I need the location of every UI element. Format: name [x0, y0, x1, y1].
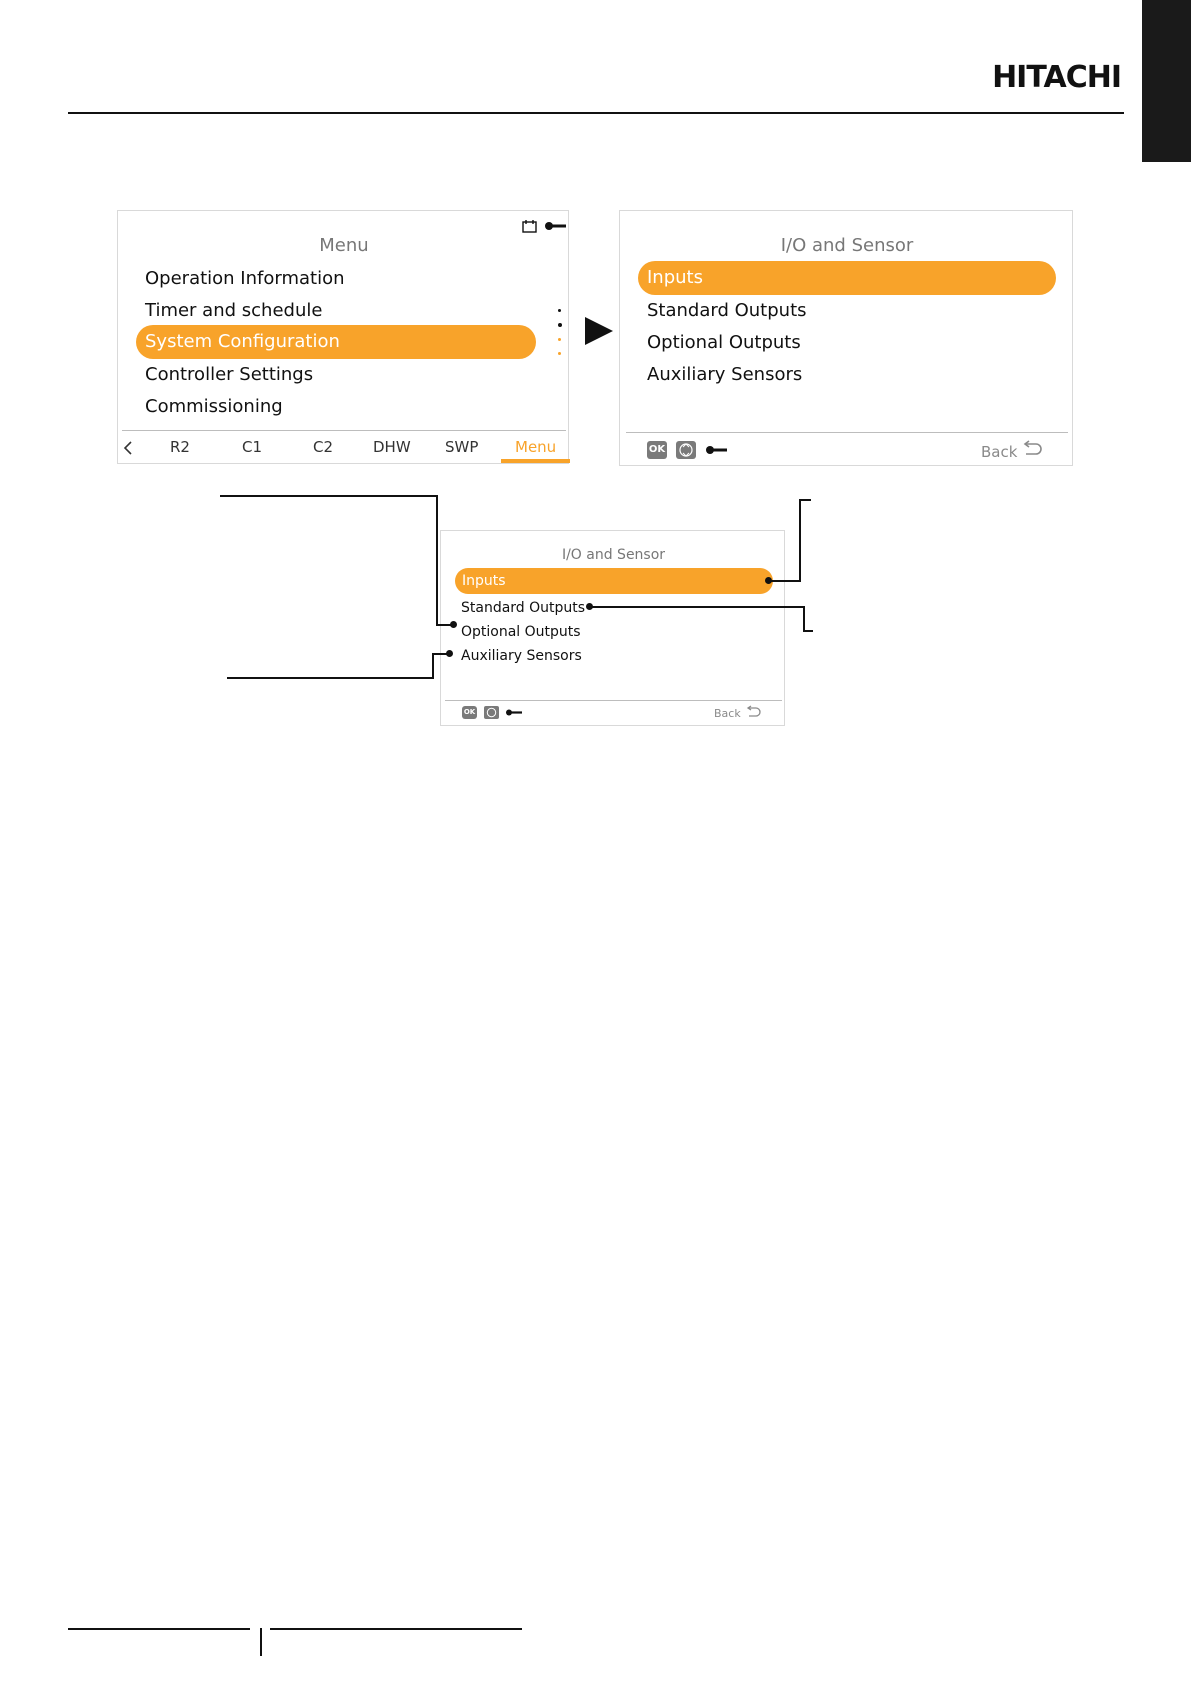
- footer-rule-right: [270, 1628, 522, 1630]
- io-sensor-small-title: I/O and Sensor: [561, 547, 666, 563]
- wrench-icon: [705, 444, 729, 456]
- active-tab-underline: [501, 459, 570, 463]
- menu-title: Menu: [319, 235, 369, 256]
- navigation-pad-icon: [676, 441, 696, 459]
- calendar-icon: [521, 218, 539, 234]
- io-sensor-title: I/O and Sensor: [780, 235, 914, 256]
- io-item-inputs[interactable]: Inputs: [638, 261, 1056, 295]
- back-button-label[interactable]: Back: [981, 443, 1018, 461]
- wrench-icon: [544, 220, 568, 232]
- menu-footer-divider: [122, 430, 566, 431]
- nav-tab-menu[interactable]: Menu: [515, 438, 557, 456]
- menu-item-controller-settings[interactable]: Controller Settings: [145, 364, 314, 385]
- hitachi-logo: HITACHI: [992, 60, 1121, 95]
- menu-item-operation-information[interactable]: Operation Information: [145, 268, 345, 289]
- back-arrow-icon[interactable]: [744, 705, 761, 719]
- io-small-item-optional-outputs[interactable]: Optional Outputs: [461, 624, 581, 640]
- ok-button-small[interactable]: OK: [462, 706, 477, 719]
- io-item-auxiliary-sensors[interactable]: Auxiliary Sensors: [647, 364, 803, 385]
- nav-tab-dhw[interactable]: DHW: [373, 438, 411, 456]
- back-button-small-label[interactable]: Back: [714, 707, 741, 720]
- io-item-standard-outputs[interactable]: Standard Outputs: [647, 300, 807, 321]
- nav-tab-swp[interactable]: SWP: [445, 438, 479, 456]
- back-arrow-icon[interactable]: [1020, 440, 1042, 458]
- navigation-pad-icon: [484, 706, 499, 719]
- footer-rule-left: [68, 1628, 250, 1630]
- io-small-footer-divider: [445, 700, 782, 701]
- io-small-item-auxiliary-sensors[interactable]: Auxiliary Sensors: [461, 648, 582, 664]
- io-footer-divider: [626, 432, 1068, 433]
- chevron-left-icon[interactable]: [123, 440, 133, 456]
- wrench-icon: [505, 708, 523, 717]
- ok-button[interactable]: OK: [647, 441, 667, 459]
- io-small-item-inputs[interactable]: Inputs: [455, 568, 773, 594]
- io-sensor-screen-small: [440, 530, 785, 726]
- nav-tab-c2[interactable]: C2: [313, 438, 334, 456]
- menu-item-timer-and-schedule[interactable]: Timer and schedule: [145, 300, 323, 321]
- io-sensor-screen: [619, 210, 1073, 466]
- footer-separator: [260, 1628, 262, 1656]
- menu-item-commissioning[interactable]: Commissioning: [145, 396, 283, 417]
- io-small-item-standard-outputs[interactable]: Standard Outputs: [461, 600, 586, 616]
- io-item-optional-outputs[interactable]: Optional Outputs: [647, 332, 801, 353]
- nav-tab-c1[interactable]: C1: [242, 438, 263, 456]
- header-rule: [68, 112, 1124, 114]
- play-arrow-icon: [583, 315, 615, 347]
- page-edge-tab: [1142, 0, 1191, 162]
- menu-item-system-configuration[interactable]: System Configuration: [136, 325, 536, 359]
- nav-tab-r2[interactable]: R2: [170, 438, 190, 456]
- menu-screen: [117, 210, 569, 464]
